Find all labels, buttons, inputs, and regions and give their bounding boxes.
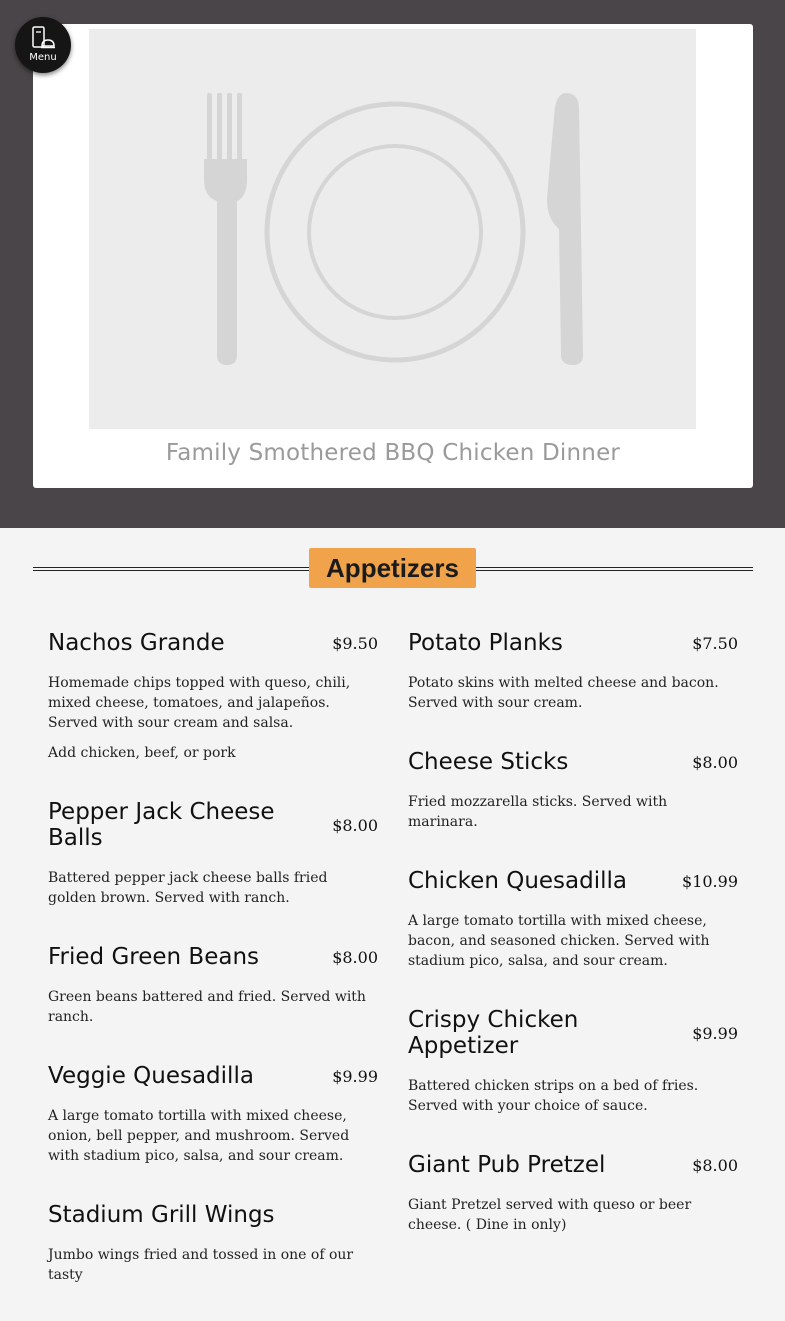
item-description: Homemade chips topped with queso, chili, mixed cheese, tomatoes, and jalapeños. Served with sour cream and salsa. [48, 675, 351, 731]
item-price: $9.99 [692, 1023, 738, 1043]
item-price: $8.00 [692, 1155, 738, 1175]
item-price: $9.50 [332, 633, 378, 653]
item-name: Fried Green Beans [48, 944, 260, 970]
item-description: Battered chicken strips on a bed of fries. Served with your choice of sauce. [408, 1078, 699, 1114]
menu-item[interactable] [408, 1007, 738, 1116]
menu-item[interactable] [48, 1202, 378, 1285]
item-description: Fried mozzarella sticks. Served with marinara. [408, 794, 668, 830]
menu-button-label: Menu [29, 52, 57, 63]
featured-item-card[interactable] [33, 24, 753, 488]
item-name: Giant Pub Pretzel [408, 1152, 606, 1178]
featured-item-caption[interactable]: Family Smothered BBQ Chicken Dinner [165, 440, 621, 466]
menu-column-right [408, 630, 738, 1271]
menu-item[interactable] [408, 749, 738, 832]
item-name: Pepper Jack Cheese Balls [48, 799, 275, 851]
item-description: A large tomato tortilla with mixed cheese, onion, bell pepper, and mushroom. Served with stadium pico, salsa, and sour cream. [48, 1108, 350, 1164]
item-name: Potato Planks [408, 630, 563, 656]
item-price: $10.99 [682, 871, 738, 891]
item-price: $9.99 [332, 1066, 378, 1086]
item-name: Nachos Grande [48, 630, 225, 656]
section-title: Appetizers [309, 548, 476, 588]
item-description: Green beans battered and fried. Served with ranch. [48, 989, 366, 1025]
menu-item[interactable] [48, 799, 378, 908]
item-name: Cheese Sticks [408, 749, 569, 775]
item-name: Veggie Quesadilla [48, 1063, 254, 1089]
hero-section [0, 0, 785, 528]
item-name: Stadium Grill Wings [48, 1202, 275, 1228]
item-description: Potato skins with melted cheese and bacon. Served with sour cream. [408, 675, 719, 711]
menu-icon [30, 26, 56, 50]
item-description: Giant Pretzel served with queso or beer cheese. ( Dine in only) [408, 1197, 692, 1233]
menu-item[interactable] [48, 630, 378, 763]
menu-button[interactable] [15, 17, 71, 73]
item-price: $7.50 [692, 633, 738, 653]
item-price: $8.00 [332, 947, 378, 967]
plate-fork-knife-icon [89, 29, 696, 429]
item-description: Battered pepper jack cheese balls fried golden brown. Served with ranch. [48, 870, 328, 906]
menu-column-left [48, 630, 378, 1321]
item-description: Jumbo wings fried and tossed in one of our tasty [48, 1247, 354, 1283]
item-addon-note: Add chicken, beef, or pork [48, 745, 236, 761]
item-price: $8.00 [692, 752, 738, 772]
item-price: $8.00 [332, 815, 378, 835]
menu-item[interactable] [48, 944, 378, 1027]
menu-item[interactable] [48, 1063, 378, 1166]
menu-item[interactable] [408, 630, 738, 713]
section-header [33, 548, 753, 588]
item-name: Crispy Chicken Appetizer [408, 1007, 579, 1059]
item-description: A large tomato tortilla with mixed cheese, bacon, and seasoned chicken. Served with stadium pico, salsa, and sour cream. [408, 913, 710, 969]
item-name: Chicken Quesadilla [408, 868, 627, 894]
menu-item[interactable] [408, 868, 738, 971]
menu-item[interactable] [408, 1152, 738, 1235]
